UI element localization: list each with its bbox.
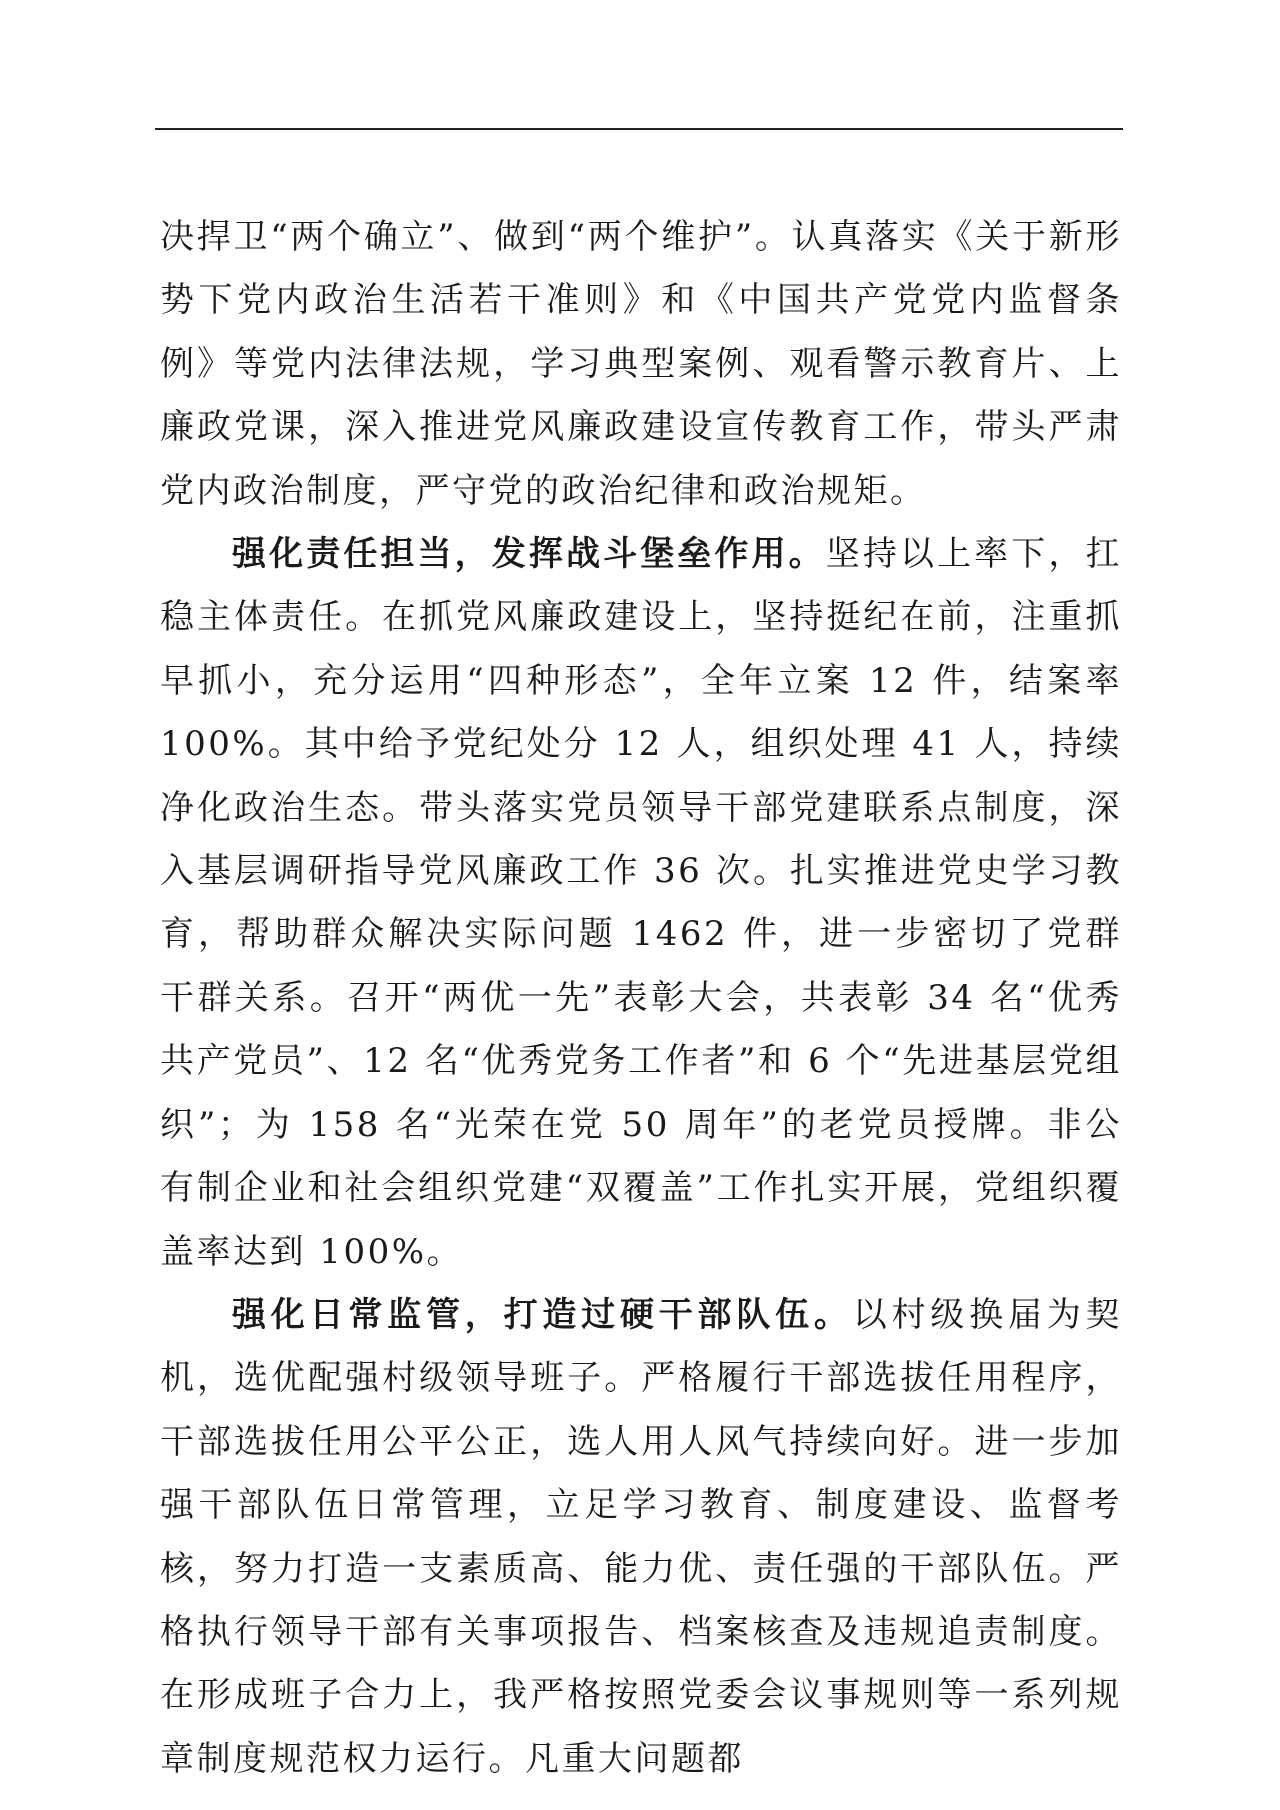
paragraph-2-heading: 强化责任担当，发挥战斗堡垒作用。 (232, 534, 826, 575)
paragraph-1-text: 决捍卫“两个确立”、做到“两个维护”。认真落实《关于新形势下党内政治生活若干准则》和《中国共产党党内监督条例》等党内法律法规，学习典型案例、观看警示教育片、上廉政党课，深入推进党风廉政建设宣传教育工作，带头严肃党内政治制度，严守党的政治纪律和政治规矩。 (160, 217, 1122, 511)
header-rule (155, 128, 1123, 130)
paragraph-3 (160, 1284, 1122, 1791)
paragraph-3-text: 以村级换届为契机，选优配强村级领导班子。严格履行干部选拔任用程序，干部选拔任用公平公正，选人用人风气持续向好。进一步加强干部队伍日常管理，立足学习教育、制度建设、监督考核，努力打造一支素质高、能力优、责任强的干部队伍。严格执行领导干部有关事项报告、档案核查及违规追责制度。在形成班子合力上，我严格按照党委会议事规则等一系列规章制度规范权力运行。凡重大问题都 (160, 1294, 1123, 1779)
paragraph-3-heading: 强化日常监管，打造过硬干部队伍。 (232, 1294, 853, 1335)
paragraph-2 (160, 523, 1122, 1284)
paragraph-2-text: 坚持以上率下，扛稳主体责任。在抓党风廉政建设上，坚持挺纪在前，注重抓早抓小，充分运用“四种形态”，全年立案 12 件，结案率 100%。其中给予党纪处分 12 人，组织处理 41 人，持续净化政治生态。带头落实党员领导干部党建联系点制度，深入基层调研指导党风廉政工作 36 次。扎实推进党史学习教育，帮助群众解决实际问题 1462 件，进一步密切了党群干群关系。召开“两优一先”表彰大会，共表彰 34 名“优秀共产党员”、12 名“优秀党务工作者”和 6 个“先进基层党组织”；为 158 名“光荣在党 50 周年”的老党员授牌。非公有制企业和社会组织党建“双覆盖”工作扎实开展，党组织覆盖率达到 100%。 (160, 534, 1123, 1272)
body-text (160, 206, 1122, 1791)
paragraph-1 (160, 206, 1122, 523)
